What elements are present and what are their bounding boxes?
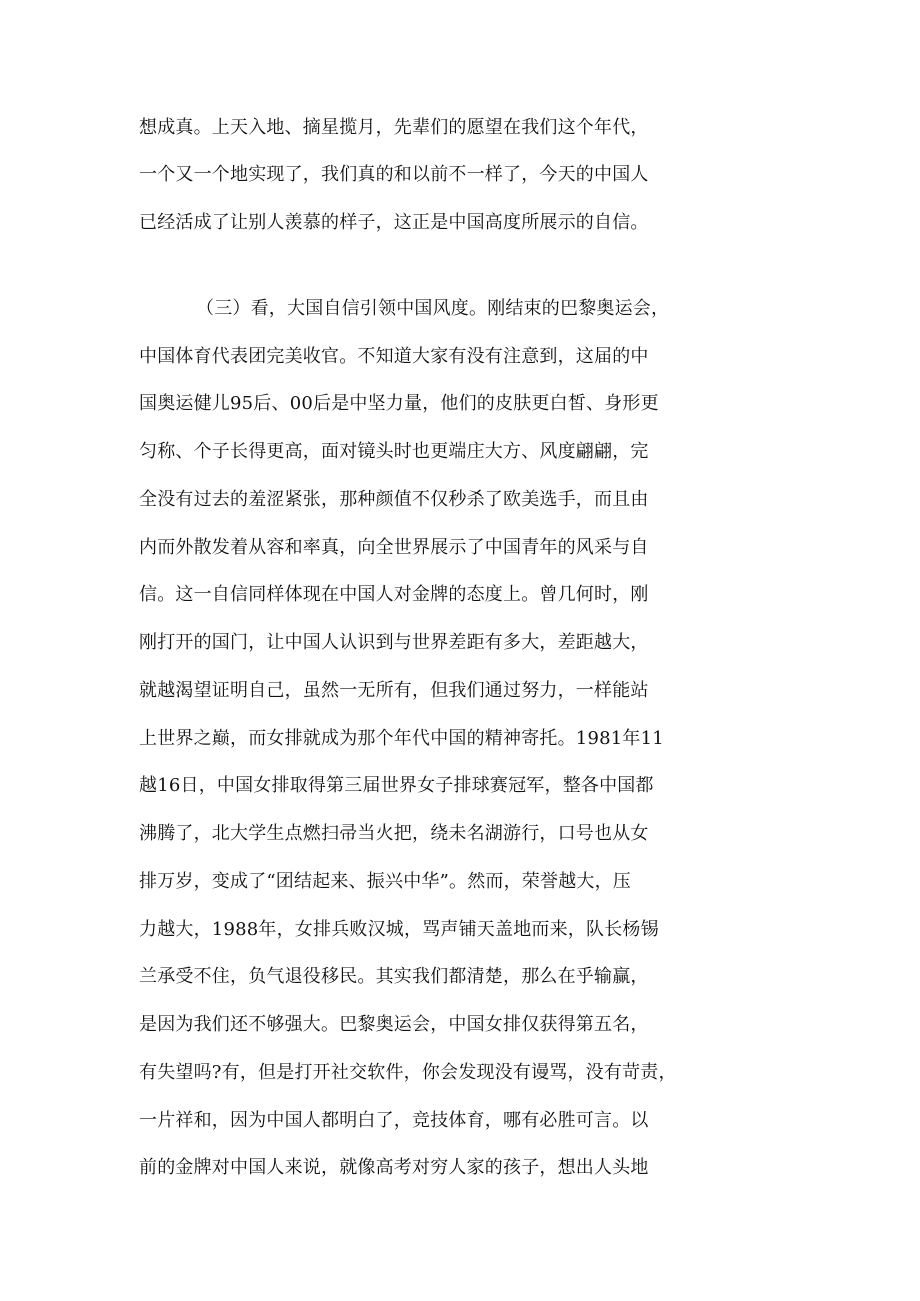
paragraph-first-line: （三）看，大国自信引领中国风度。刚结束的巴黎奥运会， (196, 298, 670, 319)
text-line: 内而外散发着从容和率真，向全世界展示了中国青年的风采与自 (139, 537, 649, 558)
text-line: 沸腾了，北大学生点燃扫帚当火把，绕未名湖游行，口号也从女 (139, 823, 649, 844)
text-line: 刚打开的国门，让中国人认识到与世界差距有多大，差距越大， (139, 632, 649, 653)
text-line: 上世界之巅，而女排就成为那个年代中国的精神寄托。1981年11 (139, 728, 664, 749)
text-line: 中国体育代表团完美收官。不知道大家有没有注意到，这届的中 (139, 346, 649, 367)
text-line: 力越大，1988年，女排兵败汉城，骂声铺天盖地而来，队长杨锡 (139, 919, 659, 940)
text-line: 国奥运健儿95后、00后是中坚力量，他们的皮肤更白皙、身形更 (139, 393, 659, 414)
text-line: 就越渴望证明自己，虽然一无所有，但我们通过努力，一样能站 (139, 680, 649, 701)
text-line: 是因为我们还不够强大。巴黎奥运会，中国女排仅获得第五名， (139, 1014, 649, 1035)
text-line: 想成真。上天入地、摘星揽月，先辈们的愿望在我们这个年代， (139, 117, 649, 138)
text-line: 信。这一自信同样体现在中国人对金牌的态度上。曾几何时，刚 (139, 584, 649, 605)
text-line: 全没有过去的羞涩紧张，那种颜值不仅秒杀了欧美选手，而且由 (139, 489, 649, 510)
text-line: 前的金牌对中国人来说，就像高考对穷人家的孩子，想出人头地 (139, 1157, 649, 1178)
text-line: 一个又一个地实现了，我们真的和以前不一样了，今天的中国人 (139, 164, 649, 185)
text-line: 一片祥和，因为中国人都明白了，竞技体育，哪有必胜可言。以 (139, 1110, 649, 1131)
text-line: 有失望吗?有，但是打开社交软件，你会发现没有谩骂，没有苛责， (139, 1062, 677, 1083)
text-line: 越16日，中国女排取得第三届世界女子排球赛冠军，整各中国都 (139, 775, 654, 796)
text-line: 排万岁，变成了“团结起来、振兴中华”。然而，荣誉越大，压 (139, 871, 632, 892)
text-line: 兰承受不住，负气退役移民。其实我们都清楚，那么在乎输赢， (139, 966, 649, 987)
text-line: 已经活成了让别人羡慕的样子，这正是中国高度所展示的自信。 (139, 212, 649, 233)
text-line: 匀称、个子长得更高，面对镜头时也更端庄大方、风度翩翩，完 (139, 441, 649, 462)
